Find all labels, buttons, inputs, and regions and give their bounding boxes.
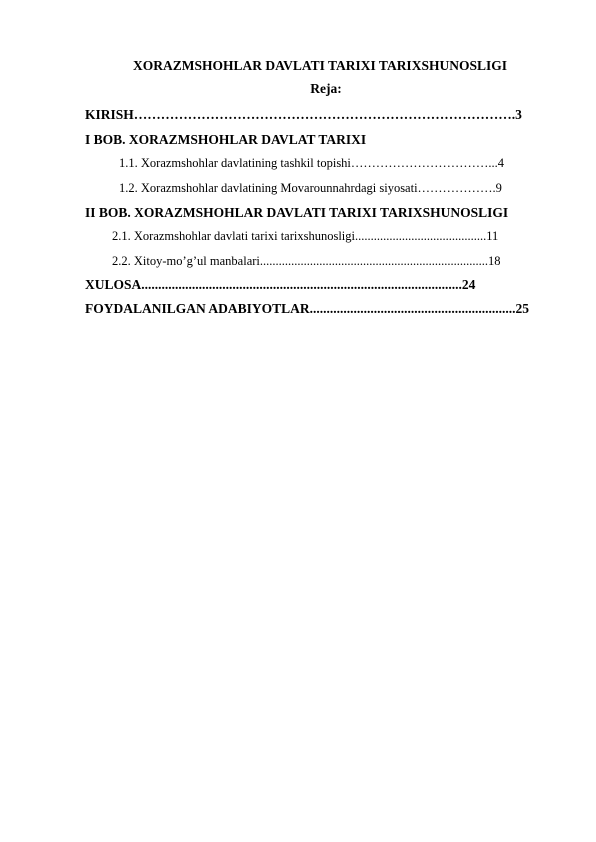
toc-entry-section-1-1: 1.1. Xorazmshohlar davlatining tashkil topishi……………………………...4	[119, 156, 505, 170]
toc-entry-chapter-2: II BOB. XORAZMSHOHLAR DAVLATI TARIXI TARIXSHUNOSLIGI	[85, 205, 509, 220]
document-title: XORAZMSHOHLAR DAVLATI TARIXI TARIXSHUNOSLIGI	[133, 58, 507, 73]
toc-entry-xulosa: XULOSA...............................................................................................24	[85, 277, 476, 292]
toc-entry-chapter-1: I BOB. XORAZMSHOHLAR DAVLAT TARIXI	[85, 132, 367, 147]
plan-heading: Reja:	[310, 81, 342, 96]
toc-entry-bibliography: FOYDALANILGAN ADABIYOTLAR.............................................................25	[85, 301, 530, 316]
toc-entry-section-2-2: 2.2. Xitoy-mo’g’ul manbalari.........................................................................18	[112, 254, 501, 268]
toc-entry-section-2-1: 2.1. Xorazmshohlar davlati tarixi tarixshunosligi..........................................11	[112, 229, 499, 243]
toc-entry-section-1-2: 1.2. Xorazmshohlar davlatining Movarounnahrdagi siyosati……………….9	[119, 181, 502, 195]
toc-entry-kirish: KIRISH………………………………………………………………………….3	[85, 107, 522, 122]
